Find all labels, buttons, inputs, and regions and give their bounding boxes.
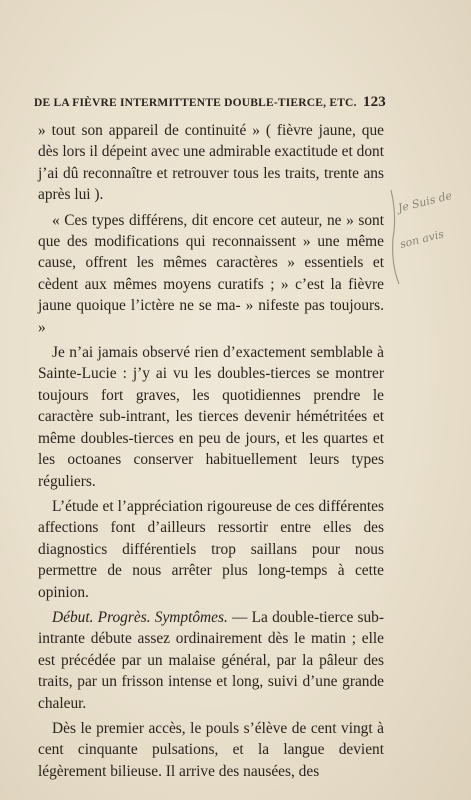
paragraph-4: L’étude et l’appréciation rigoureuse de ces différentes affections font d’ailleurs ressortir entre elles des diagnostics différentiels trop saillans pour nous permettre de nous arrêter plus long-temps à cette opinion. — [38, 497, 384, 601]
running-header — [34, 94, 386, 111]
running-title: DE LA FIÈVRE INTERMITTENTE DOUBLE-TIERCE, ETC. — [34, 97, 357, 109]
annotation-line-2: son avis — [398, 227, 446, 251]
section-paragraph — [38, 607, 384, 714]
paragraph-quote: « Ces types différens, dit encore cet auteur, ne » sont que des modifications qui reconnaissent » une même cause, offrent les mêmes caractères » essentiels et cèdent aux mêmes moyens curatifs ; » c’est la fièvre jaune quoique l’ictère ne se ma- » nifeste pas toujours. » — [38, 211, 384, 336]
section-body: — La double-tierce sub-intrante débute assez ordinairement dès le matin ; elle est précédée par un malaise général, par la pâleur des traits, par un frisson intense et long, suivi d’une grande chaleur. — [38, 608, 384, 712]
handwritten-annotation — [389, 186, 463, 286]
annotation-bracket — [389, 186, 463, 286]
body-text — [38, 120, 384, 782]
paragraph-3: Je n’ai jamais observé rien d’exactement semblable à Sainte-Lucie : j’y ai vu les doubles-tierces se montrer toujours fort graves, les quotidiennes prendre le caractère sub-intrant, les tierces devenir hémétritées et même doubles-tierces en peu de jours, et les quartes et les octoanes conserver habituellement leurs types réguliers. — [38, 344, 384, 490]
paragraph-last: Dès le premier accès, le pouls s’élève de cent vingt à cent cinquante pulsations, et la langue devient légèrement bilieuse. Il arrive des nausées, des — [38, 719, 384, 780]
paragraph-1: » tout son appareil de continuité » ( fièvre jaune, que dès lors il dépeint avec une admirable exactitude et dont j’ai dû reconnaître et retrouver tous les traits, trente ans après lui ). — [38, 122, 384, 204]
annotation-line-1: Je Suis de — [396, 188, 454, 215]
page-number: 123 — [362, 94, 386, 110]
section-heading: Début. Progrès. Symptômes. — [52, 608, 228, 626]
